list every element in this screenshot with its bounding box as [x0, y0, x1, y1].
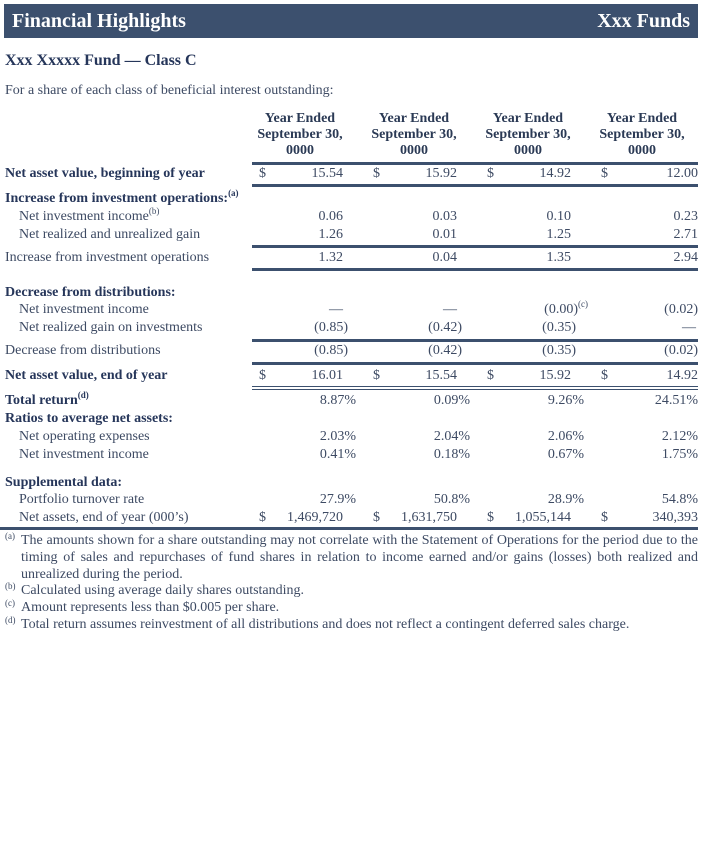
header-title: Financial Highlights: [12, 9, 186, 32]
rule: [252, 268, 698, 271]
fund-title: Xxx Xxxxx Fund — Class C: [5, 52, 197, 69]
footnote-mark: (d): [5, 615, 16, 625]
col-header-line: Year Ended: [378, 111, 450, 126]
table-row: [0, 226, 718, 244]
cell-value: 340,393: [652, 510, 698, 525]
section-heading: [0, 410, 718, 428]
cell-value: 0.03: [432, 209, 457, 224]
cell-value: (0.35): [542, 343, 576, 358]
table-row: [0, 428, 718, 446]
intro-text: For a share of each class of beneficial interest outstanding:: [5, 83, 334, 98]
row-label: Net investment income: [19, 302, 149, 317]
rule: [252, 245, 698, 248]
column-header: [359, 111, 469, 159]
currency-symbol: $: [487, 368, 494, 383]
row-label: Decrease from distributions: [5, 343, 161, 358]
footnote: [5, 599, 698, 616]
double-rule: [252, 389, 698, 390]
footnote-mark: (c): [5, 598, 15, 608]
col-header-line: September 30,: [599, 127, 685, 142]
row-label-text: Total return: [5, 393, 78, 408]
cell-value: 1.75%: [661, 447, 698, 462]
table-row: [0, 392, 718, 410]
header-banner: [4, 4, 698, 38]
cell-value: 54.8%: [661, 492, 698, 507]
row-label: Net asset value, beginning of year: [5, 166, 205, 181]
cell-value: 2.71: [673, 227, 698, 242]
section-heading: [0, 284, 718, 302]
row-label: Net investment income: [19, 447, 149, 462]
row-label: [5, 190, 239, 208]
footnote-text: Amount represents less than $0.005 per share.: [21, 600, 280, 615]
footnote-text: The amounts shown for a share outstanding may not correlate with the Statement of Operations for the period due to the timing of sales and repurchases of fund shares in relation to income earned and/or gains (losses) both realized and unrealized during the period.: [21, 533, 698, 582]
row-label: Net operating expenses: [19, 429, 150, 444]
column-header: [587, 111, 697, 159]
row-label: Increase from investment operations: [5, 250, 210, 265]
cell-value: 2.06%: [547, 429, 584, 444]
col-header-line: 0000: [286, 143, 314, 158]
cell-value: 15.92: [539, 368, 571, 383]
cell-value: —: [329, 302, 343, 317]
row-label: Decrease from distributions:: [5, 285, 176, 300]
footnote-ref: (b): [148, 206, 160, 216]
cell-value: 2.12%: [661, 429, 698, 444]
footnote: [5, 532, 698, 583]
cell-value: 15.92: [425, 166, 457, 181]
currency-symbol: $: [259, 368, 266, 383]
row-label: Net realized gain on investments: [19, 320, 203, 335]
cell-value: 50.8%: [433, 492, 470, 507]
col-header-line: Year Ended: [492, 111, 564, 126]
currency-symbol: $: [601, 510, 608, 525]
cell-value: 2.94: [673, 250, 698, 265]
row-label: Supplemental data:: [5, 475, 123, 490]
cell-value: (0.42): [428, 343, 462, 358]
currency-symbol: $: [259, 166, 266, 181]
footnote: [5, 582, 698, 599]
table-row: [0, 342, 718, 360]
cell-value: 12.00: [666, 166, 698, 181]
cell-value: 1.35: [546, 250, 571, 265]
footnote-ref: (a): [228, 188, 239, 198]
footnote-ref: (c): [578, 299, 588, 309]
row-label-text: Net investment income: [19, 209, 149, 224]
currency-symbol: $: [487, 166, 494, 181]
cell-value: 1,055,144: [515, 510, 571, 525]
footnote-ref: (d): [77, 390, 89, 400]
col-header-line: September 30,: [257, 127, 343, 142]
currency-symbol: $: [373, 166, 380, 181]
footnote-text: Total return assumes reinvestment of all distributions and does not reflect a contingent deferred sales charge.: [21, 617, 630, 632]
cell-value: (0.85): [314, 343, 348, 358]
cell-value: 15.54: [311, 166, 343, 181]
currency-symbol: $: [259, 510, 266, 525]
row-label: Net assets, end of year (000’s): [19, 510, 189, 525]
column-header: [245, 111, 355, 159]
col-header-line: 0000: [628, 143, 656, 158]
cell-value: 14.92: [539, 166, 571, 181]
table-row: [0, 208, 718, 226]
table-row: [0, 319, 718, 337]
col-header-line: September 30,: [485, 127, 571, 142]
footnote: [5, 616, 698, 633]
cell-value: 1,469,720: [287, 510, 343, 525]
col-header-line: September 30,: [371, 127, 457, 142]
cell-value: 0.06: [318, 209, 343, 224]
cell-value: (0.85): [314, 320, 348, 335]
currency-symbol: $: [601, 166, 608, 181]
cell-value: 0.18%: [433, 447, 470, 462]
rule: [252, 184, 698, 187]
footnote-mark: (a): [5, 531, 15, 541]
cell-value-text: (0.00): [544, 302, 578, 317]
cell-value: 0.04: [432, 250, 457, 265]
col-header-line: Year Ended: [606, 111, 678, 126]
col-header-line: 0000: [400, 143, 428, 158]
currency-symbol: $: [487, 510, 494, 525]
row-label: Net asset value, end of year: [5, 368, 168, 383]
currency-symbol: $: [373, 510, 380, 525]
cell-value: 0.41%: [319, 447, 356, 462]
row-label-text: Increase from investment operations:: [5, 191, 229, 206]
currency-symbol: $: [601, 368, 608, 383]
row-label: Ratios to average net assets:: [5, 411, 173, 426]
cell-value: 28.9%: [547, 492, 584, 507]
column-header: [473, 111, 583, 159]
row-label: Net realized and unrealized gain: [19, 227, 201, 242]
table-row: [0, 165, 718, 183]
header-brand: Xxx Funds: [597, 9, 690, 32]
cell-value: (0.02): [664, 343, 698, 358]
cell-value: 1.25: [546, 227, 571, 242]
section-heading: [0, 474, 718, 492]
row-label: Portfolio turnover rate: [19, 492, 145, 507]
table-row: [0, 367, 718, 385]
cell-value: 0.67%: [547, 447, 584, 462]
table-row: [0, 249, 718, 267]
double-rule: [252, 386, 698, 387]
col-header-line: Year Ended: [264, 111, 336, 126]
col-header-line: 0000: [514, 143, 542, 158]
cell-value: 2.03%: [319, 429, 356, 444]
currency-symbol: $: [373, 368, 380, 383]
cell-value: 9.26%: [547, 393, 584, 408]
cell-value: 0.23: [673, 209, 698, 224]
cell-value: 14.92: [666, 368, 698, 383]
cell-value: 1.32: [318, 250, 343, 265]
cell-value: 1.26: [318, 227, 343, 242]
footnote-text: Calculated using average daily shares outstanding.: [21, 583, 305, 598]
cell-value: 15.54: [425, 368, 457, 383]
cell-value: (0.02): [664, 302, 698, 317]
table-row: [0, 301, 718, 319]
cell-value: [544, 301, 588, 319]
cell-value: 24.51%: [654, 393, 698, 408]
cell-value: 16.01: [311, 368, 343, 383]
row-label: [5, 392, 89, 410]
cell-value: (0.42): [428, 320, 462, 335]
footnote-mark: (b): [5, 581, 16, 591]
cell-value: 0.09%: [433, 393, 470, 408]
cell-value: —: [443, 302, 457, 317]
rule: [252, 362, 698, 365]
cell-value: —: [682, 320, 696, 335]
rule: [0, 527, 698, 530]
cell-value: 1,631,750: [401, 510, 457, 525]
table-row: [0, 509, 718, 527]
cell-value: 0.10: [546, 209, 571, 224]
cell-value: 0.01: [432, 227, 457, 242]
cell-value: 27.9%: [319, 492, 356, 507]
table-row: [0, 446, 718, 464]
table-row: [0, 491, 718, 509]
cell-value: (0.35): [542, 320, 576, 335]
row-label: [19, 208, 159, 226]
section-heading: [0, 190, 718, 208]
cell-value: 8.87%: [319, 393, 356, 408]
cell-value: 2.04%: [433, 429, 470, 444]
